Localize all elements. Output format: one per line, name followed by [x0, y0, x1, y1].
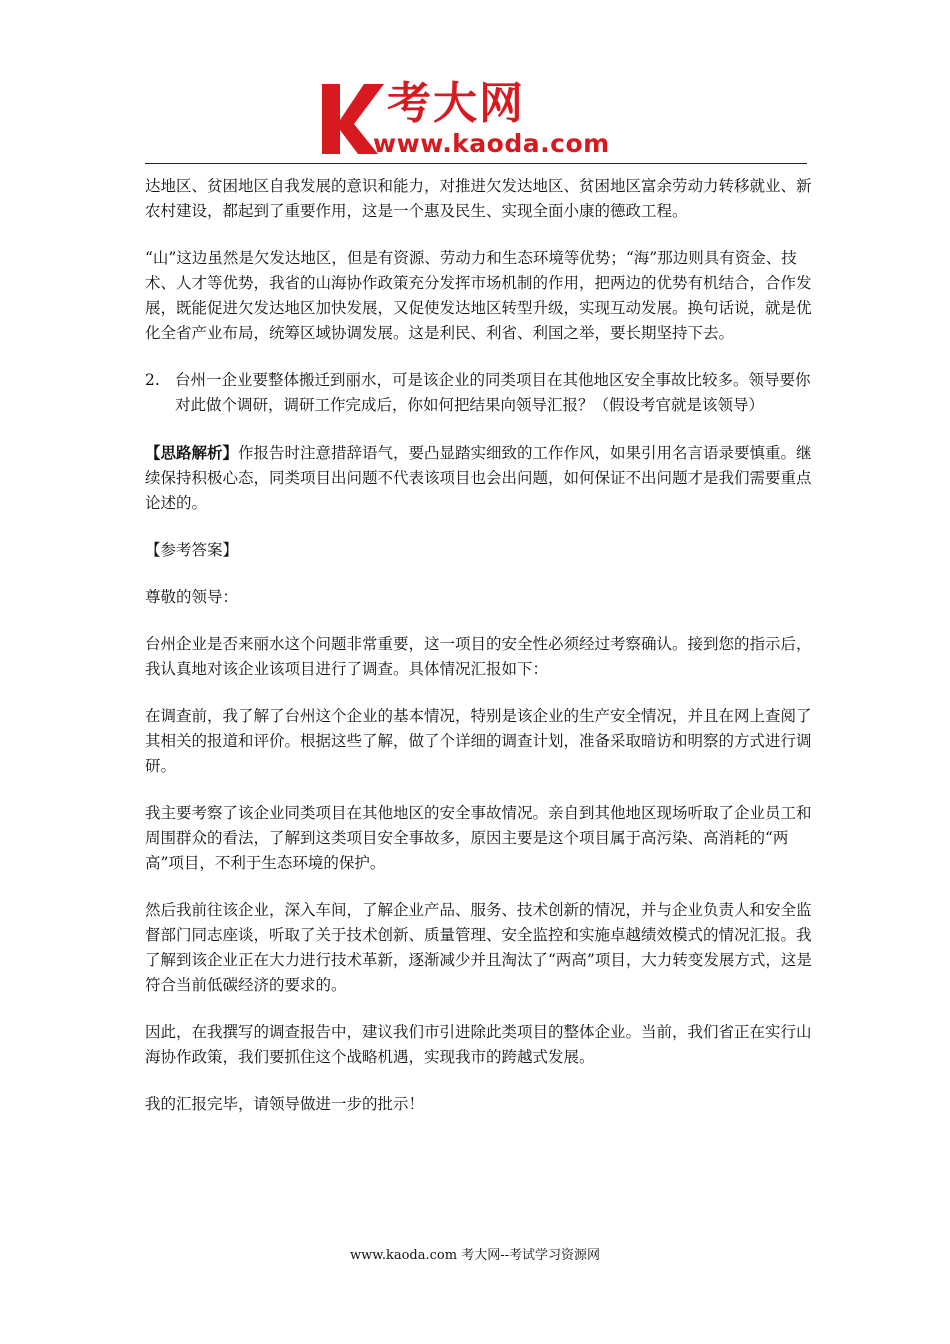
answer-label: 【参考答案】: [145, 541, 239, 559]
paragraph: 达地区、贫困地区自我发展的意识和能力，对推进欠发达地区、贫困地区富余劳动力转移就业、新农村建设，都起到了重要作用，这是一个惠及民生、实现全面小康的德政工程。: [145, 177, 812, 220]
analysis-text: 作报告时注意措辞语气，要凸显踏实细致的工作作风，如果引用名言语录要慎重。继续保持积极心态，同类项目出问题不代表该项目也会出问题，如何保证不出问题才是我们需要重点论述的。: [145, 444, 812, 512]
logo-chinese-text: 考大网: [387, 78, 525, 129]
question-item: [145, 368, 813, 418]
paragraph: 因此，在我撰写的调查报告中，建议我们市引进除此类项目的整体企业。当前，我们省正在实行山海协作政策，我们要抓住这个战略机遇，实现我市的跨越式发展。: [145, 1023, 812, 1066]
logo-url-text: www.kaoda.com: [373, 129, 610, 158]
page-footer: www.kaoda.com 考大网--考试学习资源网: [350, 1248, 600, 1263]
document-body: [145, 174, 813, 1117]
question-text: 台州一企业要整体搬迁到丽水，可是该企业的同类项目在其他地区安全事故比较多。领导要你对此做个调研，调研工作完成后，你如何把结果向领导汇报？（假设考官就是该领导）: [175, 371, 811, 414]
paragraph: 我的汇报完毕，请领导做进一步的批示！: [145, 1095, 425, 1113]
salutation: 尊敬的领导：: [145, 588, 239, 606]
paragraph: 然后我前往该企业，深入车间，了解企业产品、服务、技术创新的情况，并与企业负责人和安全监督部门同志座谈，听取了关于技术创新、质量管理、安全监控和实施卓越绩效模式的情况汇报。我了解到该企业正在大力进行技术革新，逐渐减少并且淘汰了“两高”项目，大力转变发展方式，这是符合当前低碳经济的要求的。: [145, 901, 812, 994]
paragraph: 在调查前，我了解了台州这个企业的基本情况，特别是该企业的生产安全情况，并且在网上查阅了其相关的报道和评价。根据这些了解，做了个详细的调查计划，准备采取暗访和明察的方式进行调研。: [145, 707, 812, 775]
page-header: [145, 70, 807, 166]
question-number: 2.: [145, 371, 160, 389]
analysis-paragraph: [145, 440, 813, 516]
paragraph: 我主要考察了该企业同类项目在其他地区的安全事故情况。亲自到其他地区现场听取了企业员工和周围群众的看法，了解到这类项目安全事故多，原因主要是这个项目属于高污染、高消耗的“两高”项目，不利于生态环境的保护。: [145, 804, 812, 872]
header-divider: [145, 163, 807, 164]
paragraph: 台州企业是否来丽水这个问题非常重要，这一项目的安全性必须经过考察确认。接到您的指示后，我认真地对该企业该项目进行了调查。具体情况汇报如下：: [145, 635, 812, 678]
analysis-label: 【思路解析】: [145, 443, 239, 462]
paragraph: “山”这边虽然是欠发达地区，但是有资源、劳动力和生态环境等优势；“海”那边则具有资金、技术、人才等优势，我省的山海协作政策充分发挥市场机制的作用，把两边的优势有机结合，合作发展，既能促进欠发达地区加快发展，又促使发达地区转型升级，实现互动发展。换句话说，就是优化全省产业布局，统筹区域协调发展。这是利民、利省、利国之举，要长期坚持下去。: [145, 249, 812, 342]
